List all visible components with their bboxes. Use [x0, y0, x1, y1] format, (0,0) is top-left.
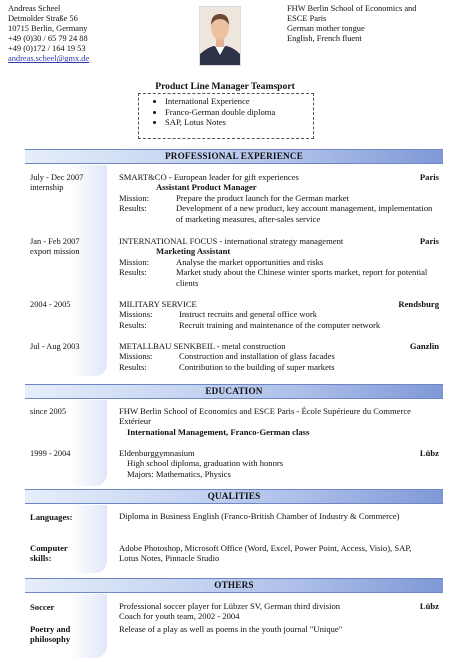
location: Lübz [419, 448, 439, 458]
location: Ganzlin [409, 341, 439, 351]
experience-entry-1: SMART&CO - European leader for gift experiences Paris Assistant Product Manager Mission: Prepare the product launch for the German market Results: Development of a new product, key account management, implementation of marketing measures, after-sales service [119, 172, 439, 224]
profile-mother-tongue: German mother tongue [287, 24, 365, 34]
role: Assistant Product Manager [156, 182, 257, 193]
location: Paris [419, 236, 439, 246]
contact-city: 10715 Berlin, Germany [8, 24, 88, 34]
school: Eldenburggymnasium [119, 448, 195, 458]
profile-summary [287, 4, 416, 44]
experience-date-4: Jul - Aug 2003 [30, 342, 80, 351]
contact-mobile: +49 (0)172 / 164 19 53 [8, 44, 86, 54]
other-text-poetry: Release of a play as well as poems in the youth journal "Unique" [119, 624, 343, 634]
mission: Analyse the market opportunities and risks [176, 256, 324, 267]
other-label-poetry: Poetry and philosophy [30, 624, 71, 645]
profile-languages: English, French fluent [287, 34, 362, 44]
experience-entry-4: METALLBAU SENKBEIL - metal construction Ganzlin Missions: Construction and installation of glass facades Results: Contribution to the building of super markets [119, 341, 439, 372]
experience-date-1: July - Dec 2007 internship [30, 173, 84, 193]
results: Development of a new product, key account management, implementation of marketing measures, after-sales service [176, 203, 433, 224]
mission: Construction and installation of glass facades [179, 351, 335, 362]
mission: Instruct recruits and general office work [179, 309, 317, 320]
highlight-item: • Franco-German double diploma [165, 107, 313, 118]
experience-date-3: 2004 - 2005 [30, 300, 71, 309]
education-detail: High school diploma, graduation with honors [127, 458, 284, 469]
profile-photo [199, 6, 241, 66]
results: Market study about the Chinese winter sports market, report for potential clients [176, 267, 428, 288]
location: Paris [419, 172, 439, 182]
company: INTERNATIONAL FOCUS - international strategy management [119, 236, 344, 246]
quality-text-languages: Diploma in Business English (Franco-British Chamber of Industry & Commerce) [119, 511, 400, 521]
education-detail: Majors: Mathematics, Physics [127, 468, 231, 479]
highlight-item: • SAP, Lotus Notes [165, 117, 313, 128]
education-date-1: since 2005 [30, 407, 67, 416]
contact-name: Andreas Scheel [8, 4, 61, 13]
quality-label-languages: Languages: [30, 512, 73, 522]
role: Marketing Assistant [156, 246, 231, 257]
job-title: Product Line Manager Teamsport [155, 81, 295, 92]
experience-entry-2: INTERNATIONAL FOCUS - international strategy management Paris Marketing Assistant Mission: Analyse the market opportunities and risks Results: Market study about the Chinese winter sports market, report for potential clients [119, 236, 439, 288]
quality-text-computer: Adobe Photoshop, Microsoft Office (Word, Excel, Power Point, Access, Visio), SAP, Lotus Notes, Pinnacle Studio [119, 543, 412, 564]
experience-entry-3: MILITARY SERVICE Rendsburg Missions: Instruct recruits and general office work Results: Recruit training and maintenance of the computer network [119, 299, 439, 330]
quality-label-computer: Computer skills: [30, 543, 68, 564]
school: FHW Berlin School of Economics and ESCE Paris - École Supérieure du Commerce Extérieur [119, 406, 411, 427]
program: International Management, Franco-German class [127, 426, 310, 437]
location: Rendsburg [398, 299, 439, 309]
section-header-experience: PROFESSIONAL EXPERIENCE [25, 149, 443, 164]
contact-block [8, 4, 89, 64]
mission: Prepare the product launch for the German market [176, 192, 349, 203]
contact-email-link[interactable]: andreas.scheel@gmx.de [8, 54, 90, 64]
other-entry-soccer: Professional soccer player for Lübzer SV, German third division Lübz Coach for youth team, 2002 - 2004 [119, 601, 439, 622]
contact-street: Detmolder Straße 56 [8, 14, 78, 24]
results: Contribution to the building of super markets [179, 361, 335, 372]
education-entry-1 [119, 406, 439, 437]
other-label-soccer: Soccer [30, 602, 55, 612]
highlights-box [138, 93, 314, 139]
section-header-qualities: QUALITIES [25, 489, 443, 504]
contact-phone: +49 (0)30 / 65 79 24 88 [8, 34, 88, 44]
experience-date-2: Jan - Feb 2007 export mission [30, 237, 80, 257]
profile-school-line1: FHW Berlin School of Economics and [287, 4, 417, 13]
company: SMART&CO - European leader for gift experiences [119, 172, 299, 182]
profile-school-line2: ESCE Paris [287, 14, 327, 24]
education-entry-2 [119, 448, 439, 479]
section-header-others: OTHERS [25, 578, 443, 593]
company: METALLBAU SENKBEIL - metal construction [119, 341, 286, 351]
highlight-item: • International Experience [165, 96, 313, 107]
section-header-education: EDUCATION [25, 384, 443, 399]
company: MILITARY SERVICE [119, 299, 197, 309]
results: Recruit training and maintenance of the computer network [179, 319, 381, 330]
location: Lübz [419, 601, 439, 611]
education-date-2: 1999 - 2004 [30, 449, 71, 458]
